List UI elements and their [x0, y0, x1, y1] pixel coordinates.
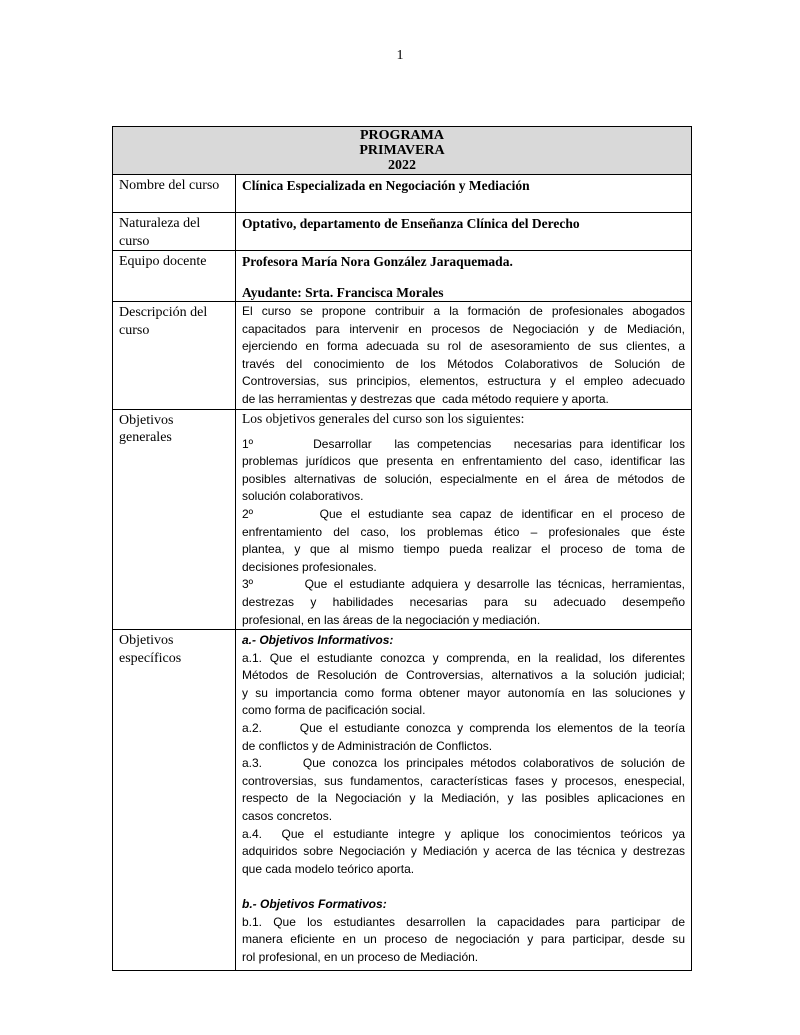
- text-line: respecto de la Negociación y la Mediación, y las posibles aplicaciones en: [242, 791, 685, 806]
- text-line: problemas jurídicos que presenta en enfrentamiento del caso, identificar las: [242, 454, 685, 469]
- text-line: decisiones profesionales.: [242, 559, 377, 574]
- text-line: controversias, sus fundamentos, características fases y procesos, enespecial,: [242, 773, 685, 788]
- text-line: a.2. Que el estudiante conozca y comprenda los elementos de la teoría: [242, 721, 685, 736]
- profesora: Profesora María Nora González Jaraquemada.: [242, 254, 513, 269]
- text-line: a.3. Que conozca los principales métodos colaborativos de solución de: [242, 756, 685, 771]
- text-line: Controversias, sus principios, elementos, estructura y el empleo adecuado: [242, 374, 685, 389]
- text-line: enfrentamiento del caso, los problemas ético – profesionales que éste: [242, 524, 685, 539]
- text-line: ejerciendo en forma adecuada su rol de asesoramiento de sus clientes, a: [242, 339, 685, 354]
- text-line: capacitados para intervenir en procesos de Negociación y de Mediación,: [242, 321, 685, 336]
- text-line: de conflictos y de Administración de Conflictos.: [242, 738, 493, 753]
- heading-formativos: b.- Objetivos Formativos:: [242, 897, 387, 911]
- row-generales: [113, 409, 692, 630]
- program-table: [112, 126, 692, 971]
- label-nombre: Nombre del curso: [113, 175, 236, 213]
- row-especificos: [113, 630, 692, 971]
- value-descripcion: [236, 302, 692, 410]
- value-naturaleza: Optativo, departamento de Enseñanza Clínica del Derecho: [236, 213, 692, 251]
- text-line: como forma de pacificación social.: [242, 703, 426, 718]
- text-line: y su importancia como forma obtener mayor autonomía en las soluciones y: [242, 685, 685, 700]
- text-line: El curso se propone contribuir a la formación de profesionales abogados: [242, 304, 685, 318]
- text-line: plantea, y que al mismo tiempo pueda realizar el proceso de toma de: [242, 542, 685, 557]
- row-naturaleza: [113, 213, 692, 251]
- text-line: solución colaborativos.: [242, 489, 364, 504]
- header-season: PRIMAVERA: [359, 143, 445, 158]
- label-especificos: Objetivos específicos: [113, 630, 236, 971]
- ayudante: Ayudante: Srta. Francisca Morales: [242, 284, 444, 300]
- label-descripcion: Descripción del curso: [113, 302, 236, 410]
- value-generales: [236, 409, 692, 630]
- text-line: destrezas y habilidades necesarias para su adecuado desempeño: [242, 594, 685, 609]
- label-equipo: Equipo docente: [113, 251, 236, 302]
- value-especificos: [236, 630, 692, 971]
- text-line: 2º Que el estudiante sea capaz de identificar en el proceso de: [242, 506, 685, 521]
- page-number: 1: [396, 48, 404, 63]
- text-line: Métodos de Resolución de Controversias, alternativos a la solución judicial;: [242, 668, 685, 683]
- value-nombre: Clínica Especializada en Negociación y Mediación: [236, 175, 692, 213]
- header-title: PROGRAMA: [360, 128, 444, 143]
- heading-informativos: a.- Objetivos Informativos:: [242, 633, 394, 648]
- generales-intro: Los objetivos generales del curso son los siguientes:: [242, 410, 525, 426]
- text-line: manera eficiente en un proceso de negociación y para participar, desde su: [242, 932, 685, 947]
- text-line: través del conocimiento de los Métodos Colaborativos de Solución de: [242, 356, 685, 371]
- row-nombre: [113, 175, 692, 213]
- row-equipo: [113, 251, 692, 302]
- text-line: casos concretos.: [242, 809, 333, 824]
- table-header: [113, 127, 692, 175]
- text-line: a.4. Que el estudiante integre y aplique los conocimientos teóricos ya: [242, 826, 685, 841]
- text-line: 3º Que el estudiante adquiera y desarrolle las técnicas, herramientas,: [242, 577, 685, 592]
- text-line: 1º Desarrollar las competencias necesarias para identificar los: [242, 436, 685, 451]
- text-line: posibles alternativas de solución, especialmente en el área de métodos de: [242, 471, 685, 486]
- label-generales: Objetivos generales: [113, 409, 236, 630]
- text-line: de las herramientas y destrezas que cada método requiere y aporta.: [242, 391, 609, 406]
- text-line: a.1. Que el estudiante conozca y comprenda, en la realidad, los diferentes: [242, 650, 685, 665]
- text-line: rol profesional, en un proceso de Mediación.: [242, 949, 479, 964]
- text-line: adquiridos sobre Negociación y Mediación y acerca de las técnica y destrezas: [242, 844, 685, 859]
- label-naturaleza: Naturaleza del curso: [113, 213, 236, 251]
- row-descripcion: [113, 302, 692, 410]
- header-year: 2022: [388, 158, 416, 173]
- text-line: que cada modelo teórico aporta.: [242, 861, 415, 876]
- text-line: b.1. Que los estudiantes desarrollen la capacidades para participar de: [242, 914, 685, 929]
- text-line: profesional, en las áreas de la negociación y mediación.: [242, 612, 541, 627]
